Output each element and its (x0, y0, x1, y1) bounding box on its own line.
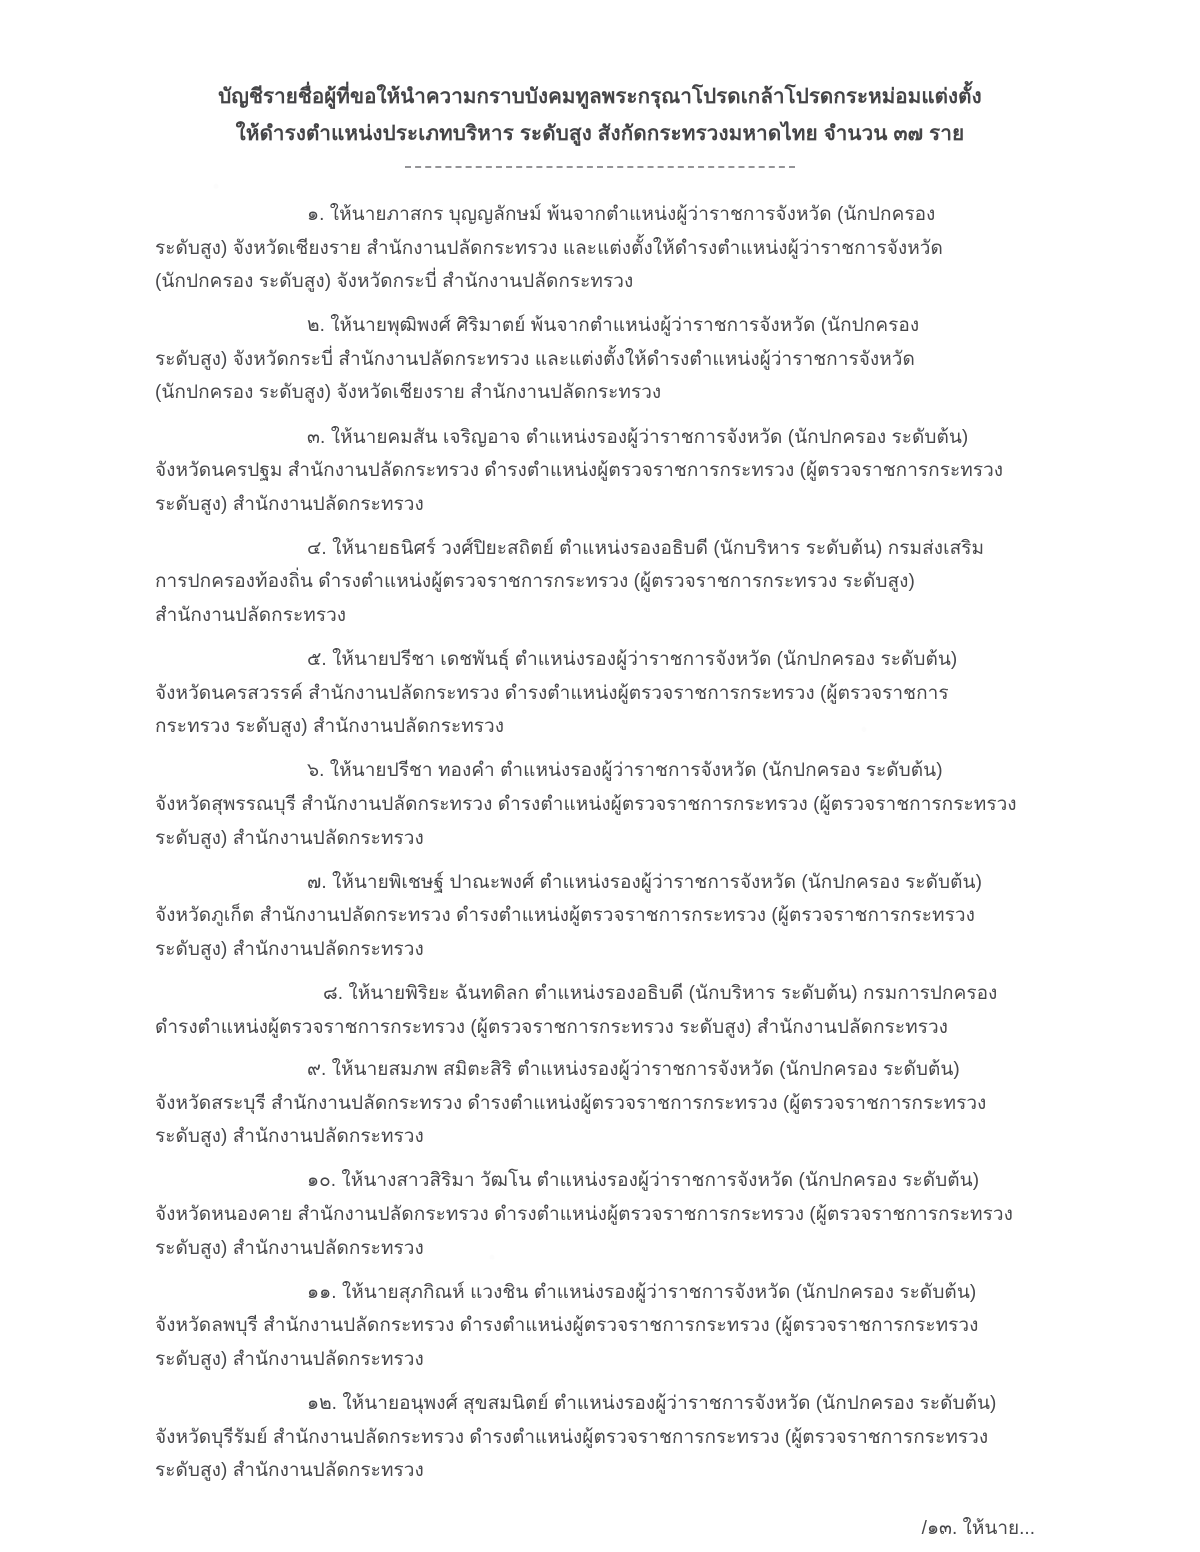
entry-line: ๗. ให้นายพิเชษฐ์ ปาณะพงศ์ ตำแหน่งรองผู้ว่าราชการจังหวัด (นักปกครอง ระดับต้น) (307, 871, 982, 893)
entry-line: ระดับสูง) จังหวัดกระบี่ สำนักงานปลัดกระทรวง และแต่งตั้งให้ดำรงตำแหน่งผู้ว่าราชการจังหวัด (155, 348, 915, 370)
list-item (155, 421, 1045, 522)
list-item (155, 198, 1045, 299)
entry-list (155, 198, 1045, 1488)
entry-line: กระทรวง ระดับสูง) สำนักงานปลัดกระทรวง (155, 716, 505, 738)
list-item (155, 977, 1045, 1044)
entry-line: ระดับสูง) สำนักงานปลัดกระทรวง (155, 827, 424, 849)
entry-line: ระดับสูง) สำนักงานปลัดกระทรวง (155, 1460, 424, 1482)
entry-line: ๔. ให้นายธนิศร์ วงศ์ปิยะสถิตย์ ตำแหน่งรองอธิบดี (นักบริหาร ระดับต้น) กรมส่งเสริม (307, 537, 985, 559)
entry-line: จังหวัดบุรีรัมย์ สำนักงานปลัดกระทรวง ดำรงตำแหน่งผู้ตรวจราชการกระทรวง (ผู้ตรวจราชการกระทรวง (155, 1426, 989, 1448)
list-item (155, 309, 1045, 410)
entry-line: จังหวัดนครปฐม สำนักงานปลัดกระทรวง ดำรงตำแหน่งผู้ตรวจราชการกระทรวง (ผู้ตรวจราชการกระทรวง (155, 460, 1004, 482)
list-item (155, 1164, 1045, 1265)
entry-line: ดำรงตำแหน่งผู้ตรวจราชการกระทรวง (ผู้ตรวจราชการกระทรวง ระดับสูง) สำนักงานปลัดกระทรวง (155, 1016, 949, 1038)
entry-line: ๑๑. ให้นายสุภกิณห์ แวงชิน ตำแหน่งรองผู้ว่าราชการจังหวัด (นักปกครอง ระดับต้น) (307, 1281, 977, 1303)
list-item (155, 643, 1045, 744)
entry-line: (นักปกครอง ระดับสูง) จังหวัดกระบี่ สำนักงานปลัดกระทรวง (155, 271, 634, 293)
title-line-1: บัญชีรายชื่อผู้ที่ขอให้นำความกราบบังคมทูลพระกรุณาโปรดเกล้าโปรดกระหม่อมแต่งตั้ง (218, 85, 982, 108)
entry-line: ระดับสูง) สำนักงานปลัดกระทรวง (155, 493, 424, 515)
title-separator (405, 166, 795, 168)
entry-line: จังหวัดสุพรรณบุรี สำนักงานปลัดกระทรวง ดำรงตำแหน่งผู้ตรวจราชการกระทรวง (ผู้ตรวจราชการกระทรวง (155, 794, 1017, 815)
entry-line: ๓. ให้นายคมสัน เจริญอาจ ตำแหน่งรองผู้ว่าราชการจังหวัด (นักปกครอง ระดับต้น) (307, 426, 969, 448)
entry-line: ระดับสูง) สำนักงานปลัดกระทรวง (155, 1237, 424, 1259)
entry-line: ระดับสูง) จังหวัดเชียงราย สำนักงานปลัดกระทรวง และแต่งตั้งให้ดำรงตำแหน่งผู้ว่าราชการจังหวัด (155, 237, 943, 259)
list-item (155, 1276, 1045, 1377)
entry-line: จังหวัดหนองคาย สำนักงานปลัดกระทรวง ดำรงตำแหน่งผู้ตรวจราชการกระทรวง (ผู้ตรวจราชการกระทรวง (155, 1204, 1013, 1226)
entry-line: จังหวัดลพบุรี สำนักงานปลัดกระทรวง ดำรงตำแหน่งผู้ตรวจราชการกระทรวง (ผู้ตรวจราชการกระทรวง (155, 1315, 979, 1337)
document-sheet (155, 78, 1045, 1544)
entry-line: สำนักงานปลัดกระทรวง (155, 605, 347, 627)
list-item (155, 532, 1045, 633)
entry-line: ๑๐. ให้นางสาวสิริมา วัฒโน ตำแหน่งรองผู้ว่าราชการจังหวัด (นักปกครอง ระดับต้น) (307, 1170, 980, 1192)
entry-line: ระดับสูง) สำนักงานปลัดกระทรวง (155, 1348, 424, 1370)
list-item (155, 866, 1045, 967)
entry-line: การปกครองท้องถิ่น ดำรงตำแหน่งผู้ตรวจราชการกระทรวง (ผู้ตรวจราชการกระทรวง ระดับสูง) (155, 571, 915, 593)
entry-line: ๑. ให้นายภาสกร บุญญลักษม์ พ้นจากตำแหน่งผู้ว่าราชการจังหวัด (นักปกครอง (307, 204, 936, 225)
entry-line: จังหวัดนครสวรรค์ สำนักงานปลัดกระทรวง ดำรงตำแหน่งผู้ตรวจราชการกระทรวง (ผู้ตรวจราชการ (155, 682, 949, 704)
entry-line: ระดับสูง) สำนักงานปลัดกระทรวง (155, 1126, 424, 1148)
entry-line: ๖. ให้นายปรีชา ทองคำ ตำแหน่งรองผู้ว่าราชการจังหวัด (นักปกครอง ระดับต้น) (307, 760, 943, 782)
list-item (155, 754, 1045, 855)
entry-line: จังหวัดสระบุรี สำนักงานปลัดกระทรวง ดำรงตำแหน่งผู้ตรวจราชการกระทรวง (ผู้ตรวจราชการกระทรวง (155, 1092, 987, 1114)
list-item (155, 1387, 1045, 1488)
entry-line: (นักปกครอง ระดับสูง) จังหวัดเชียงราย สำนักงานปลัดกระทรวง (155, 382, 662, 404)
list-item (155, 1053, 1045, 1154)
entry-line: จังหวัดภูเก็ต สำนักงานปลัดกระทรวง ดำรงตำแหน่งผู้ตรวจราชการกระทรวง (ผู้ตรวจราชการกระทรวง (155, 905, 975, 927)
entry-line: ๙. ให้นายสมภพ สมิตะสิริ ตำแหน่งรองผู้ว่าราชการจังหวัด (นักปกครอง ระดับต้น) (307, 1059, 960, 1081)
entry-line: ระดับสูง) สำนักงานปลัดกระทรวง (155, 938, 424, 960)
entry-line: ๑๒. ให้นายอนุพงศ์ สุขสมนิตย์ ตำแหน่งรองผู้ว่าราชการจังหวัด (นักปกครอง ระดับต้น) (307, 1393, 997, 1414)
entry-line: ๒. ให้นายพุฒิพงศ์ ศิริมาตย์ พ้นจากตำแหน่งผู้ว่าราชการจังหวัด (นักปกครอง (307, 315, 920, 337)
page-title (155, 78, 1045, 152)
entry-line: ๘. ให้นายพิริยะ ฉันทดิลก ตำแหน่งรองอธิบดี (นักบริหาร ระดับต้น) กรมการปกครอง (323, 982, 998, 1004)
title-line-2: ให้ดำรงตำแหน่งประเภทบริหาร ระดับสูง สังกัดกระทรวงมหาดไทย จำนวน ๓๗ ราย (235, 122, 965, 145)
continuation-note: /๑๓. ให้นาย... (921, 1517, 1035, 1539)
entry-line: ๕. ให้นายปรีชา เดชพันธุ์ ตำแหน่งรองผู้ว่าราชการจังหวัด (นักปกครอง ระดับต้น) (307, 649, 958, 671)
